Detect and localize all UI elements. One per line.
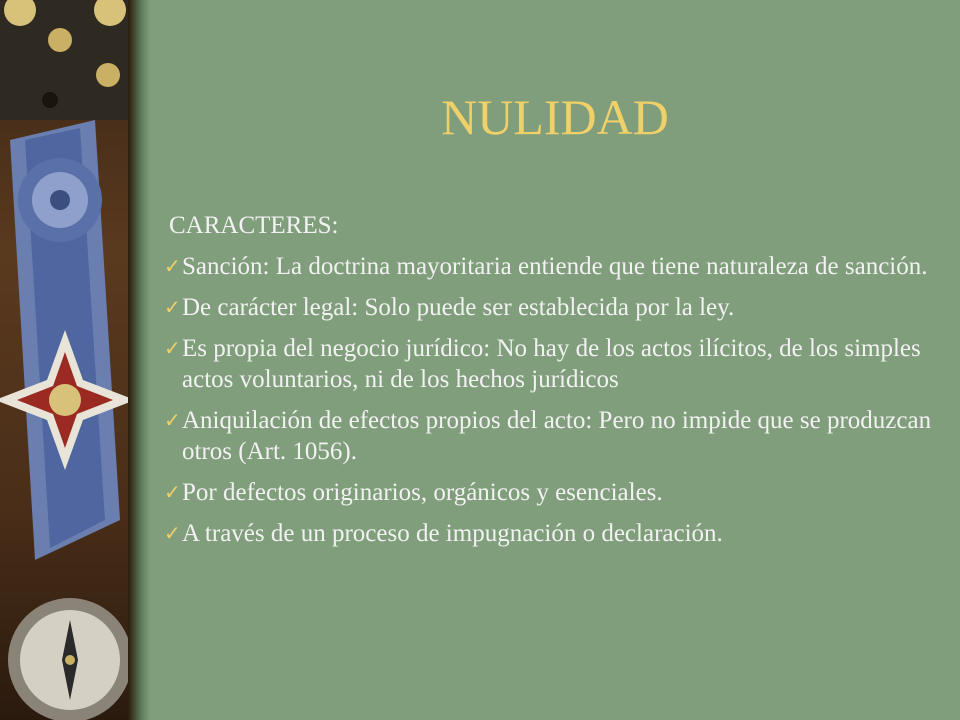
list-item-text: Es propia del negocio jurídico: No hay de los actos ilícitos, de los simples actos voluntarios, ni de los hechos jurídicos: [182, 335, 921, 393]
list-item: [160, 333, 950, 395]
list-item-text: A través de un proceso de impugnación o declaración.: [182, 520, 723, 547]
checkmark-icon: ✓: [164, 254, 181, 278]
checkmark-icon: ✓: [164, 295, 181, 319]
strip-edge-shadow: [128, 0, 150, 720]
checkmark-icon: ✓: [164, 336, 181, 360]
list-item-text: De carácter legal: Solo puede ser establecida por la ley.: [182, 294, 735, 321]
list-item: [160, 251, 950, 282]
checkmark-icon: ✓: [164, 480, 181, 504]
list-item: [160, 292, 950, 323]
list-item-text: Por defectos originarios, orgánicos y esenciales.: [182, 479, 663, 506]
decorative-medal-strip: [0, 0, 150, 720]
list-item-text: Aniquilación de efectos propios del acto: Pero no impide que se produzcan otros (Art. 1056).: [182, 407, 932, 465]
list-item: [160, 477, 950, 508]
slide-content: [160, 210, 950, 559]
bullet-list: [160, 251, 950, 549]
checkmark-icon: ✓: [164, 408, 181, 432]
section-heading: CARACTERES:: [169, 212, 339, 239]
checkmark-icon: ✓: [164, 521, 181, 545]
list-item-text: Sanción: La doctrina mayoritaria entiende que tiene naturaleza de sanción.: [182, 253, 928, 280]
slide-title: NULIDAD: [441, 89, 669, 145]
list-item: [160, 518, 950, 549]
list-item: [160, 405, 950, 467]
